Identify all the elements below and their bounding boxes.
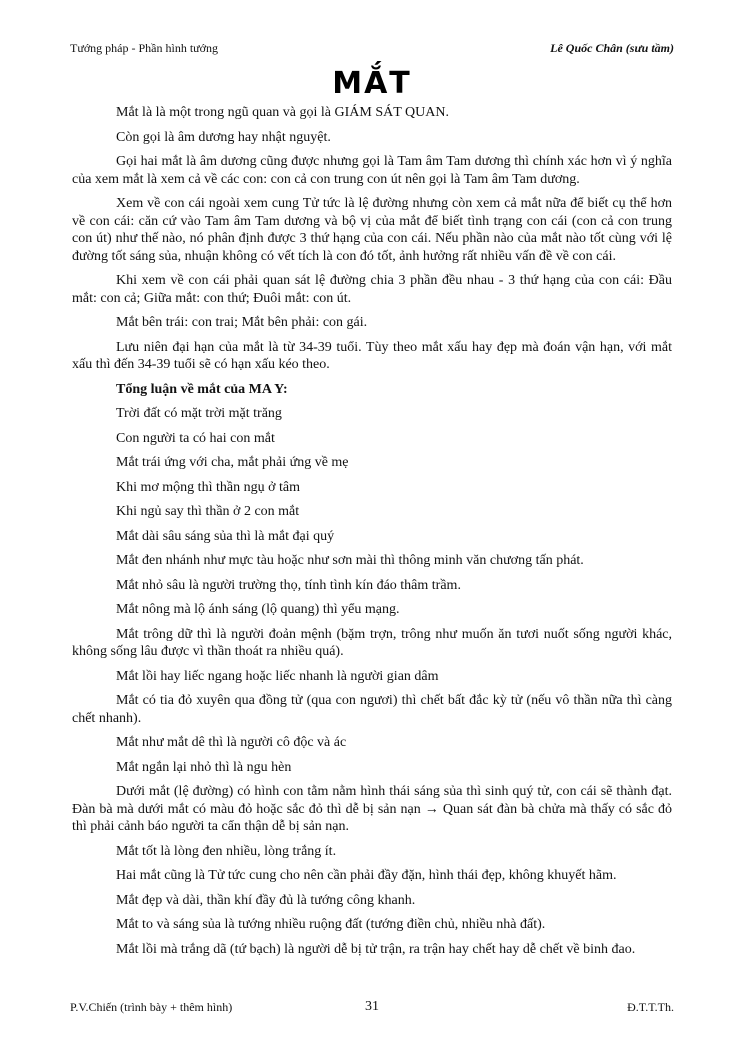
paragraph: Mắt là là một trong ngũ quan và gọi là GIÁM SÁT QUAN. xyxy=(116,105,449,120)
paragraph: Mắt ngắn lại nhỏ thì là ngu hèn xyxy=(116,759,292,775)
footer-credit: P.V.Chiến (trình bày + thêm hình) xyxy=(70,1000,233,1014)
paragraph: Khi xem về con cái phải quan sát lệ đường chia 3 phần đều nhau - 3 thứ hạng của con cái: Đầu mắt: con cả; Giữa mắt: con thứ; Đuôi mắt: con út. xyxy=(72,273,672,306)
paragraph: Dưới mắt (lệ đường) có hình con tằm nằm hình thái sáng sủa thì sinh quý tử, con cái sẽ thành đạt. Đàn bà mà dưới mắt có màu đỏ hoặc sắc đỏ thì dễ bị sản nạn → Quan sát đàn bà chửa mà thấy có sắc đỏ thì phải cảnh báo người ta cẩn thận dễ bị sản nạn. xyxy=(72,784,672,834)
paragraph: Mắt trông dữ thì là người đoản mệnh (bặm trợn, trông như muốn ăn tươi nuốt sống người khác, không sống lâu được vì thần thoát ra nhiều quá). xyxy=(72,626,672,659)
paragraph: Mắt đẹp và dài, thần khí đầy đủ là tướng công khanh. xyxy=(116,892,416,908)
paragraph: Mắt có tia đỏ xuyên qua đồng tử (qua con ngươi) thì chết bất đắc kỳ tử (nếu vô thần nữa thì càng chết nhanh). xyxy=(72,693,672,726)
paragraph: Mắt dài sâu sáng sủa thì là mắt đại quý xyxy=(116,528,335,544)
paragraph: Mắt to và sáng sủa là tướng nhiều ruộng đất (tướng điền chủ, nhiều nhà đất). xyxy=(116,917,546,932)
paragraph: Con người ta có hai con mắt xyxy=(116,430,275,446)
footer-initials: Đ.T.T.Th. xyxy=(627,1000,674,1014)
paragraph: Mắt trái ứng với cha, mắt phải ứng về mẹ xyxy=(116,455,349,470)
paragraph: Mắt nông mà lộ ánh sáng (lộ quang) thì yểu mạng. xyxy=(116,602,400,617)
paragraph: Lưu niên đại hạn của mắt là từ 34-39 tuổi. Tùy theo mắt xấu hay đẹp mà đoán vận hạn, với mắt xấu thì đến 34-39 tuổi sẽ có hạn xấu kéo theo. xyxy=(72,339,672,372)
paragraph: Mắt đen nhánh như mực tàu hoặc như sơn mài thì thông minh văn chương tấn phát. xyxy=(116,553,584,568)
paragraph: Mắt tốt là lòng đen nhiều, lòng trắng ít. xyxy=(116,843,337,859)
paragraph: Mắt như mắt dê thì là người cô độc và ác xyxy=(116,735,347,750)
paragraph: Mắt bên trái: con trai; Mắt bên phải: con gái. xyxy=(116,315,368,330)
document-body xyxy=(72,104,672,965)
paragraph: Còn gọi là âm dương hay nhật nguyệt. xyxy=(116,129,331,145)
page-title: MẮT xyxy=(332,66,412,101)
paragraph: Mắt nhỏ sâu là người trường thọ, tính tình kín đáo thâm trầm. xyxy=(116,577,461,593)
header-left-title: Tướng pháp - Phần hình tướng xyxy=(70,41,219,55)
paragraph: Hai mắt cũng là Tử tức cung cho nên cần phải đầy đặn, hình thái đẹp, không khuyết hãm. xyxy=(116,868,617,883)
paragraph: Mắt lồi hay liếc ngang hoặc liếc nhanh là người gian dâm xyxy=(116,668,439,684)
paragraph: Trời đất có mặt trời mặt trăng xyxy=(116,406,282,421)
paragraph: Khi mơ mộng thì thần ngụ ở tâm xyxy=(116,479,300,495)
page-header xyxy=(70,38,674,58)
paragraph: Khi ngủ say thì thần ở 2 con mắt xyxy=(116,504,300,519)
paragraph: Mắt lồi mà trắng dã (tứ bạch) là người dễ bị tử trận, ra trận hay chết hay dễ chết về binh đao. xyxy=(116,941,636,957)
paragraph: Xem về con cái ngoài xem cung Tử tức là lệ đường nhưng còn xem cả mắt nữa để biết cụ thể hơn về con cái: căn cứ vào Tam âm Tam dương và bộ vị của mắt để biết tình trạng con cái (con cả con trung con út) như thế nào, nó phân định được 3 thứ hạng của con cái. Nếu phần nào của mắt nào tốt cùng với lệ đường tốt sáng sủa, nhuận không có vết tích là con đó tốt, ảnh hưởng rất nhiều vấn đề về con cái. xyxy=(72,196,672,264)
page-number: 31 xyxy=(365,999,379,1014)
section-heading: Tổng luận về mắt của MA Y: xyxy=(116,381,288,397)
paragraph: Gọi hai mắt là âm dương cũng được nhưng gọi là Tam âm Tam dương thì chính xác hơn vì ý nghĩa của xem mắt là xem cả về các con: con cả con trung con út nên gọi là Tam âm Tam dương. xyxy=(72,154,672,187)
page-footer xyxy=(70,998,674,1016)
header-author: Lê Quốc Chân (sưu tầm) xyxy=(550,41,674,55)
